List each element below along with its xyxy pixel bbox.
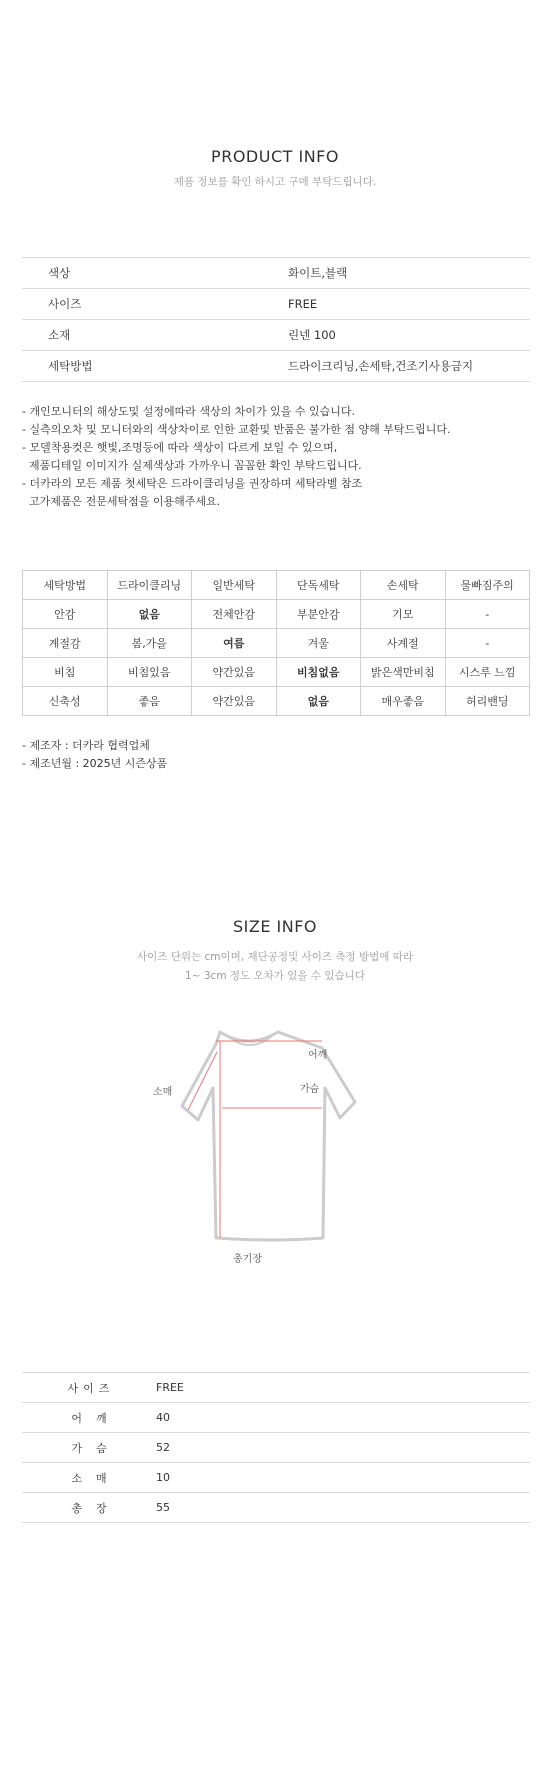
wash-grid <box>22 570 530 716</box>
info-value-washing: 드라이크리닝,손세탁,건조기사용금지 <box>288 351 530 382</box>
info-value-size: FREE <box>288 289 530 320</box>
grid-row-sheer <box>23 658 530 687</box>
grid-cell: 여름 <box>192 629 277 658</box>
grid-cell: 허리밴딩 <box>445 687 530 716</box>
grid-header-row <box>23 571 530 600</box>
table-row <box>22 1403 530 1433</box>
grid-cell: 손세탁 <box>361 571 446 600</box>
info-value-color: 화이트,블랙 <box>288 258 530 289</box>
grid-row-stretch <box>23 687 530 716</box>
note-line: - 모델착용컷은 햇빛,조명등에 따라 색상이 다르게 보일 수 있으며, <box>22 441 338 454</box>
grid-cell: - <box>445 600 530 629</box>
product-info-subtitle: 제품 정보를 확인 하시고 구매 부탁드립니다. <box>173 176 377 188</box>
grid-cell: 없음 <box>276 687 361 716</box>
table-row <box>22 351 530 382</box>
table-row <box>22 1463 530 1493</box>
tshirt-diagram-icon <box>150 1020 390 1260</box>
note-line: - 더카라의 모든 제품 첫세탁은 드라이클리닝을 권장하며 세탁라벨 참조 <box>22 477 363 490</box>
maker-line: - 제조년월 : 2025년 시즌상품 <box>22 757 168 770</box>
maker-line: - 제조자 : 더카라 협력업체 <box>22 739 150 752</box>
note-line: 고가제품은 전문세탁점을 이용해주세요. <box>22 495 221 508</box>
info-label-material: 소재 <box>22 320 288 351</box>
size-label: 가슴 <box>22 1433 156 1463</box>
table-row <box>22 1433 530 1463</box>
size-value: 40 <box>156 1403 530 1433</box>
table-row <box>22 1373 530 1403</box>
size-info-subtitle-2: 1~ 3cm 정도 오차가 있을 수 있습니다 <box>185 970 365 982</box>
info-label-washing: 세탁방법 <box>22 351 288 382</box>
grid-cell: 봄,가을 <box>107 629 192 658</box>
table-row <box>22 320 530 351</box>
product-notes <box>22 403 532 511</box>
diagram-label-sleeve: 소매 <box>153 1087 173 1098</box>
size-label: 총장 <box>22 1493 156 1523</box>
grid-cell: 겨울 <box>276 629 361 658</box>
info-value-material: 린넨 100 <box>288 320 530 351</box>
grid-cell: 없음 <box>107 600 192 629</box>
grid-cell: 전체안감 <box>192 600 277 629</box>
grid-cell: 부분안감 <box>276 600 361 629</box>
grid-cell: 사계절 <box>361 629 446 658</box>
size-table <box>22 1372 530 1523</box>
size-value: FREE <box>156 1373 530 1403</box>
diagram-label-shoulder: 어깨 <box>308 1050 328 1061</box>
grid-cell: 좋음 <box>107 687 192 716</box>
grid-cell: - <box>445 629 530 658</box>
grid-cell: 계절감 <box>23 629 108 658</box>
note-line: - 개인모니터의 해상도및 설정에따라 색상의 차이가 있을 수 있습니다. <box>22 405 355 418</box>
grid-cell: 세탁방법 <box>23 571 108 600</box>
grid-cell: 비침없음 <box>276 658 361 687</box>
product-info-title: PRODUCT INFO <box>211 147 339 166</box>
table-row <box>22 289 530 320</box>
grid-cell: 매우좋음 <box>361 687 446 716</box>
grid-cell: 비침 <box>23 658 108 687</box>
diagram-label-chest: 가슴 <box>300 1084 320 1095</box>
size-info-subtitle-1: 사이즈 단위는 cm이며, 재단공정및 사이즈 측정 방법에 따라 <box>137 951 413 963</box>
grid-cell: 안감 <box>23 600 108 629</box>
grid-cell: 일반세탁 <box>192 571 277 600</box>
grid-cell: 물빠짐주의 <box>445 571 530 600</box>
grid-row-season <box>23 629 530 658</box>
size-info-title: SIZE INFO <box>232 917 317 936</box>
grid-cell: 기모 <box>361 600 446 629</box>
grid-cell: 밝은색만비침 <box>361 658 446 687</box>
grid-cell: 비침있음 <box>107 658 192 687</box>
info-label-color: 색상 <box>22 258 288 289</box>
grid-cell: 시스루 느낌 <box>445 658 530 687</box>
size-value: 55 <box>156 1493 530 1523</box>
table-row <box>22 1493 530 1523</box>
size-label: 어깨 <box>22 1403 156 1433</box>
table-row <box>22 258 530 289</box>
grid-cell: 단독세탁 <box>276 571 361 600</box>
grid-cell: 약간있음 <box>192 687 277 716</box>
grid-cell: 드라이클리닝 <box>107 571 192 600</box>
note-line: 제품디테일 이미지가 실제색상과 가까우니 꼼꼼한 확인 부탁드립니다. <box>22 459 362 472</box>
size-label: 소매 <box>22 1463 156 1493</box>
size-value: 10 <box>156 1463 530 1493</box>
diagram-label-length: 총기장 <box>233 1254 262 1265</box>
grid-cell: 신축성 <box>23 687 108 716</box>
maker-notes <box>22 737 532 773</box>
grid-cell: 약간있음 <box>192 658 277 687</box>
product-info-table <box>22 257 530 382</box>
note-line: - 실측의오차 및 모니터와의 색상차이로 인한 교환및 반품은 불가한 점 양해 부탁드립니다. <box>22 423 451 436</box>
size-label: 사이즈 <box>22 1373 156 1403</box>
size-value: 52 <box>156 1433 530 1463</box>
grid-row-lining <box>23 600 530 629</box>
info-label-size: 사이즈 <box>22 289 288 320</box>
